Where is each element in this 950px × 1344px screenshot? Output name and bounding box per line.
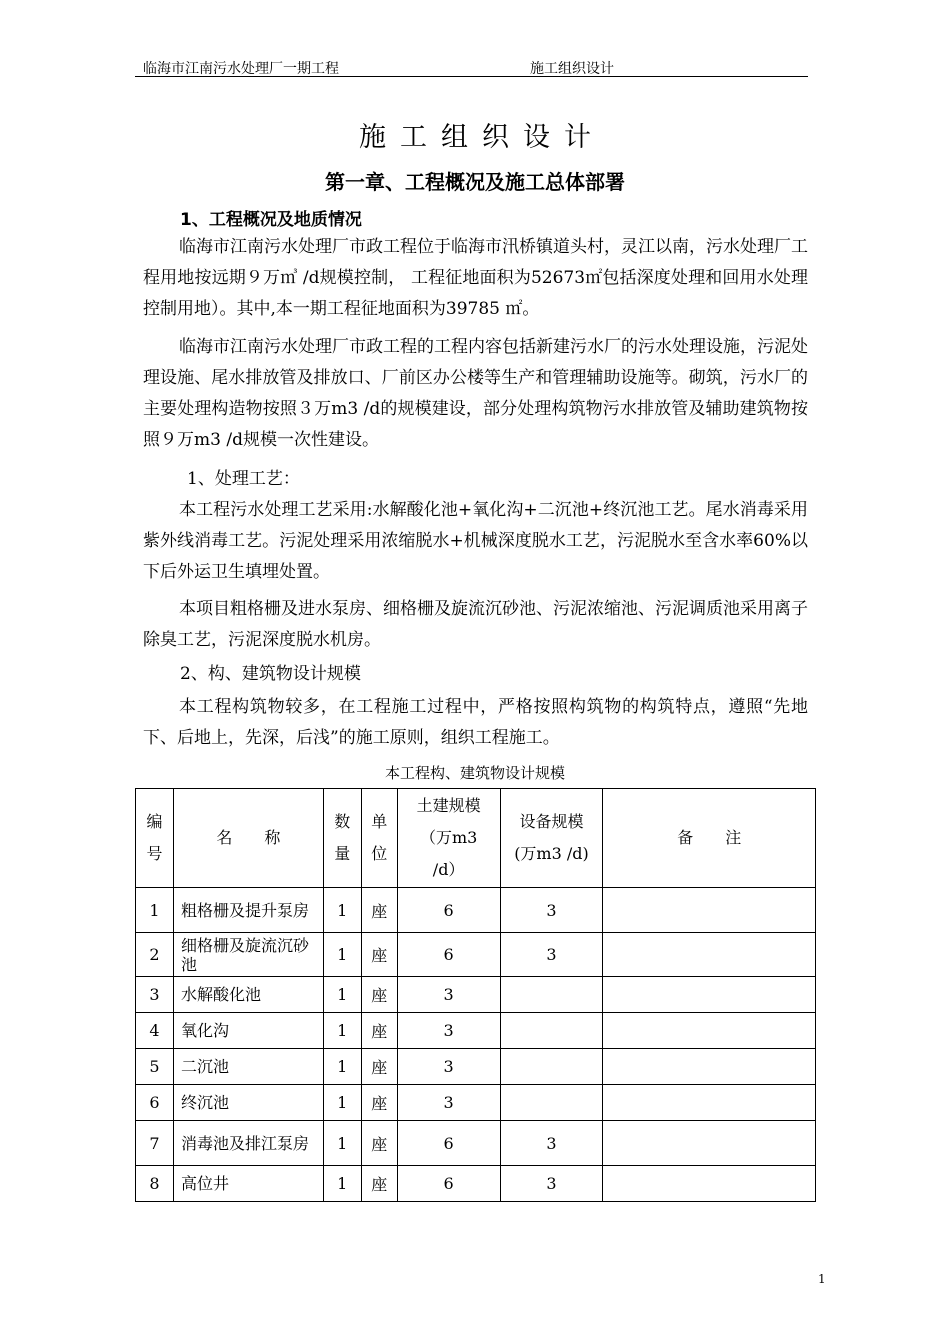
- cell-no: 5: [136, 1049, 174, 1085]
- cell-note: [603, 933, 816, 977]
- cell-name: 氧化沟: [173, 1013, 323, 1049]
- cell-name: 终沉池: [173, 1085, 323, 1121]
- cell-equip: 3: [500, 1121, 603, 1166]
- cell-note: [603, 977, 816, 1013]
- cell-equip: [500, 1013, 603, 1049]
- header-civil-scale: 土建规模（万m3 /d）: [397, 789, 500, 888]
- cell-note: [603, 1085, 816, 1121]
- cell-civil: 3: [397, 1085, 500, 1121]
- table-row: [136, 1121, 816, 1166]
- cell-equip: 3: [500, 933, 603, 977]
- cell-equip: [500, 1085, 603, 1121]
- cell-name: 水解酸化池: [173, 977, 323, 1013]
- paragraph-location: 临海市江南污水处理厂市政工程位于临海市汛桥镇道头村，灵江以南，污水处理厂工程用地按远期９万㎥ /d规模控制， 工程征地面积为52673㎡包括深度处理和回用水处理控制用地）。其中,本一期工程征地面积为39785 ㎡。: [143, 237, 808, 319]
- cell-no: 3: [136, 977, 174, 1013]
- cell-unit: 座: [361, 1085, 397, 1121]
- cell-name: 消毒池及排江泵房: [173, 1121, 323, 1166]
- cell-name: 二沉池: [173, 1049, 323, 1085]
- section-heading: 1、工程概况及地质情况: [180, 210, 362, 230]
- cell-no: 2: [136, 933, 174, 977]
- header-project-name: 临海市江南污水处理厂一期工程: [143, 61, 339, 77]
- cell-no: 8: [136, 1166, 174, 1202]
- cell-unit: 座: [361, 1049, 397, 1085]
- cell-civil: 6: [397, 933, 500, 977]
- header-divider: [135, 76, 808, 77]
- cell-unit: 座: [361, 1013, 397, 1049]
- cell-qty: 1: [323, 977, 361, 1013]
- header-note: 备 注: [603, 789, 816, 888]
- cell-equip: 3: [500, 1166, 603, 1202]
- header-name: 名 称: [173, 789, 323, 888]
- cell-unit: 座: [361, 933, 397, 977]
- cell-qty: 1: [323, 1049, 361, 1085]
- cell-no: 7: [136, 1121, 174, 1166]
- header-doc-title: 施工组织设计: [530, 61, 614, 77]
- paragraph-process: 本工程污水处理工艺采用:水解酸化池+氧化沟+二沉池+终沉池工艺。尾水消毒采用紫外线消毒工艺。污泥处理采用浓缩脱水+机械深度脱水工艺，污泥脱水至含水率60%以下后外运卫生填埋处置。: [143, 500, 808, 582]
- cell-unit: 座: [361, 888, 397, 933]
- cell-equip: 3: [500, 888, 603, 933]
- table-row: [136, 1013, 816, 1049]
- cell-no: 6: [136, 1085, 174, 1121]
- cell-note: [603, 1013, 816, 1049]
- cell-name: 粗格栅及提升泵房: [173, 888, 323, 933]
- table-row: [136, 977, 816, 1013]
- header-unit: 单位: [361, 789, 397, 888]
- table-row: [136, 1049, 816, 1085]
- cell-equip: [500, 1049, 603, 1085]
- cell-equip: [500, 977, 603, 1013]
- cell-note: [603, 888, 816, 933]
- paragraph-scope: 临海市江南污水处理厂市政工程的工程内容包括新建污水厂的污水处理设施，污泥处理设施、尾水排放管及排放口、厂前区办公楼等生产和管理辅助设施等。砌筑，污水厂的主要处理构造物按照３万m3 /d的规模建设，部分处理构筑物污水排放管及辅助建筑物按照９万m3 /d规模一次性建设。: [143, 337, 808, 450]
- paragraph-deodorization: 本项目粗格栅及进水泵房、细格栅及旋流沉砂池、污泥浓缩池、污泥调质池采用离子除臭工艺，污泥深度脱水机房。: [143, 599, 808, 650]
- page-number: 1: [818, 1272, 826, 1286]
- cell-civil: 6: [397, 1166, 500, 1202]
- cell-qty: 1: [323, 1085, 361, 1121]
- chapter-heading: 第一章、工程概况及施工总体部署: [325, 170, 625, 194]
- cell-qty: 1: [323, 888, 361, 933]
- design-scale-table: [135, 788, 816, 1202]
- subheading-scale: 2、构、建筑物设计规模: [180, 664, 361, 684]
- table-row: [136, 1085, 816, 1121]
- header-no: 编号: [136, 789, 174, 888]
- cell-qty: 1: [323, 933, 361, 977]
- cell-civil: 6: [397, 888, 500, 933]
- cell-unit: 座: [361, 1166, 397, 1202]
- header-qty: 数量: [323, 789, 361, 888]
- table-row: [136, 1166, 816, 1202]
- paragraph-principle: 本工程构筑物较多，在工程施工过程中，严格按照构筑物的构筑特点，遵照“先地下、后地上，先深，后浅”的施工原则，组织工程施工。: [143, 697, 808, 748]
- cell-civil: 3: [397, 1013, 500, 1049]
- table-caption: 本工程构、建筑物设计规模: [384, 764, 565, 782]
- header-equipment-scale: 设备规模(万m3 /d): [500, 789, 603, 888]
- cell-civil: 3: [397, 977, 500, 1013]
- cell-qty: 1: [323, 1166, 361, 1202]
- cell-note: [603, 1121, 816, 1166]
- cell-no: 1: [136, 888, 174, 933]
- document-title: 施工组织设计: [359, 122, 605, 153]
- cell-name: 高位井: [173, 1166, 323, 1202]
- subheading-process: 1、处理工艺：: [187, 469, 300, 489]
- cell-no: 4: [136, 1013, 174, 1049]
- table-header-row: [136, 789, 816, 888]
- cell-civil: 3: [397, 1049, 500, 1085]
- cell-unit: 座: [361, 977, 397, 1013]
- cell-qty: 1: [323, 1013, 361, 1049]
- cell-qty: 1: [323, 1121, 361, 1166]
- cell-unit: 座: [361, 1121, 397, 1166]
- table-row: [136, 888, 816, 933]
- cell-note: [603, 1166, 816, 1202]
- table-row: [136, 933, 816, 977]
- cell-note: [603, 1049, 816, 1085]
- cell-civil: 6: [397, 1121, 500, 1166]
- cell-name: 细格栅及旋流沉砂池: [173, 933, 323, 977]
